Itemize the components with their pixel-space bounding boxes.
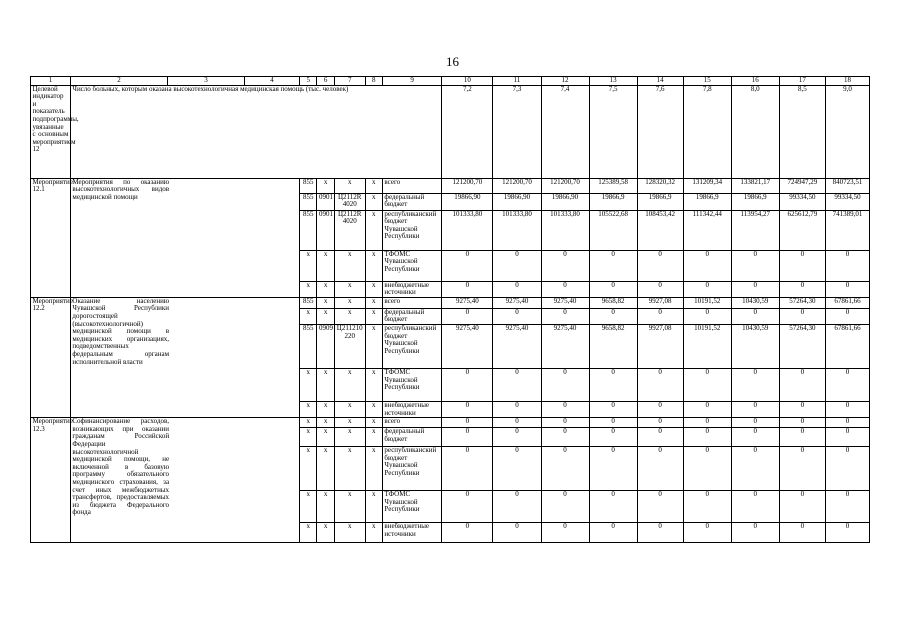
indicator-value-13: 7,5 [589, 85, 637, 178]
measure-name: Софинансирование расходов, возникающих при оказании гражданам Российской Федерации высокотехнологичной медицинской помощи, не включенной в базовую программу обязательного медицинского страхования, за счет иных межбюджетных трансфертов, предоставляемых из бюджета Федерального фонда [70, 418, 299, 543]
code-c6: х [317, 368, 334, 401]
amount-col-13: 0 [589, 281, 637, 297]
amount-col-15: 10191,52 [683, 324, 731, 368]
amount-col-16: 0 [731, 418, 779, 428]
amount-col-11: 0 [493, 428, 541, 447]
amount-col-12: 0 [541, 428, 589, 447]
amount-col-13: 105522,68 [589, 210, 637, 250]
code-c6: х [317, 250, 334, 281]
amount-col-15: 0 [683, 401, 731, 417]
amount-col-18: 741389,01 [825, 210, 869, 250]
code-c7: х [334, 368, 365, 401]
amount-col-16: 113954,27 [731, 210, 779, 250]
amount-col-12: 0 [541, 281, 589, 297]
code-c8: х [365, 250, 382, 281]
amount-col-13: 0 [589, 418, 637, 428]
code-c5: х [300, 401, 317, 417]
column-number-2: 2 [70, 77, 167, 86]
measure-3-row-1 [31, 418, 870, 428]
amount-col-10: 0 [442, 491, 493, 523]
amount-col-13: 0 [589, 428, 637, 447]
code-c8: х [365, 297, 382, 308]
measure-2-row-1 [31, 297, 870, 308]
amount-col-13: 0 [589, 491, 637, 523]
amount-col-16: 0 [731, 491, 779, 523]
amount-col-16: 19866,9 [731, 193, 779, 210]
funding-source: всего [382, 297, 441, 308]
amount-col-10: 0 [442, 447, 493, 491]
column-number-17: 17 [779, 77, 825, 86]
code-c8: х [365, 178, 382, 193]
code-c6: 0901 [317, 193, 334, 210]
code-c7: х [334, 401, 365, 417]
amount-col-15: 0 [683, 281, 731, 297]
amount-col-16: 0 [731, 368, 779, 401]
amount-col-14: 108453,42 [637, 210, 683, 250]
code-c8: х [365, 193, 382, 210]
amount-col-11: 0 [493, 401, 541, 417]
funding-source: федеральный бюджет [382, 308, 441, 324]
amount-col-18: 99334,50 [825, 193, 869, 210]
amount-col-16: 0 [731, 308, 779, 324]
indicator-value-10: 7,2 [442, 85, 493, 178]
amount-col-13: 0 [589, 401, 637, 417]
amount-col-18: 0 [825, 401, 869, 417]
indicator-value-15: 7,8 [683, 85, 731, 178]
indicator-value-16: 8,0 [731, 85, 779, 178]
funding-source: ТФОМС Чувашской Республики [382, 368, 441, 401]
amount-col-12: 0 [541, 491, 589, 523]
page-number: 16 [446, 54, 459, 69]
amount-col-11: 0 [493, 523, 541, 543]
amount-col-17: 0 [779, 281, 825, 297]
code-c8: х [365, 210, 382, 250]
amount-col-10: 0 [442, 428, 493, 447]
amount-col-14: 19866,9 [637, 193, 683, 210]
code-c7: х [334, 281, 365, 297]
code-c7: Ц211210 220 [334, 324, 365, 368]
column-number-14: 14 [637, 77, 683, 86]
code-c8: х [365, 523, 382, 543]
code-c8: х [365, 308, 382, 324]
code-c7: х [334, 297, 365, 308]
amount-col-15: 0 [683, 523, 731, 543]
column-number-header-row [31, 77, 870, 86]
code-c7: х [334, 250, 365, 281]
amount-col-17: 0 [779, 491, 825, 523]
code-c5: 855 [300, 193, 317, 210]
code-c7: х [334, 428, 365, 447]
amount-col-14: 0 [637, 447, 683, 491]
code-c5: х [300, 281, 317, 297]
column-number-7: 7 [334, 77, 365, 86]
measure-label: Мероприятие 12.1 [31, 178, 71, 297]
amount-col-10: 0 [442, 368, 493, 401]
amount-col-14: 0 [637, 523, 683, 543]
amount-col-15: 0 [683, 368, 731, 401]
code-c5: 855 [300, 324, 317, 368]
funding-source: ТФОМС Чувашской Республики [382, 250, 441, 281]
amount-col-12: 9275,40 [541, 297, 589, 308]
amount-col-13: 0 [589, 308, 637, 324]
funding-source: республиканский бюджет Чувашской Республики [382, 210, 441, 250]
funding-source: внебюджетные источники [382, 281, 441, 297]
indicator-value-11: 7,3 [493, 85, 541, 178]
amount-col-18: 0 [825, 523, 869, 543]
code-c5: х [300, 368, 317, 401]
amount-col-11: 0 [493, 418, 541, 428]
code-c7: х [334, 491, 365, 523]
measure-label: Мероприятие 12.2 [31, 297, 71, 417]
funding-source: республиканский бюджет Чувашской Республики [382, 324, 441, 368]
code-c6: х [317, 401, 334, 417]
amount-col-18: 0 [825, 250, 869, 281]
amount-col-10: 0 [442, 250, 493, 281]
code-c7: Ц2112R 4020 [334, 193, 365, 210]
code-c6: х [317, 281, 334, 297]
indicator-value-12: 7,4 [541, 85, 589, 178]
amount-col-18: 0 [825, 491, 869, 523]
measure-name: Мероприятия по оказанию высокотехнологичных видов медицинской помощи [70, 178, 299, 297]
code-c5: х [300, 428, 317, 447]
amount-col-13: 0 [589, 447, 637, 491]
funding-source: федеральный бюджет [382, 193, 441, 210]
column-number-5: 5 [300, 77, 317, 86]
code-c6: х [317, 178, 334, 193]
indicator-value-17: 8,5 [779, 85, 825, 178]
amount-col-12: 121200,70 [541, 178, 589, 193]
column-number-18: 18 [825, 77, 869, 86]
code-c6: х [317, 308, 334, 324]
funding-source: федеральный бюджет [382, 428, 441, 447]
amount-col-11: 0 [493, 368, 541, 401]
amount-col-14: 0 [637, 250, 683, 281]
amount-col-17: 0 [779, 428, 825, 447]
amount-col-15: 0 [683, 491, 731, 523]
code-c7: х [334, 308, 365, 324]
code-c8: х [365, 447, 382, 491]
amount-col-15: 131209,34 [683, 178, 731, 193]
amount-col-17: 0 [779, 418, 825, 428]
code-c7: х [334, 418, 365, 428]
code-c6: х [317, 418, 334, 428]
amount-col-11: 0 [493, 447, 541, 491]
amount-col-11: 0 [493, 281, 541, 297]
amount-col-13: 19866,9 [589, 193, 637, 210]
amount-col-13: 0 [589, 368, 637, 401]
amount-col-12: 0 [541, 250, 589, 281]
amount-col-13: 125389,58 [589, 178, 637, 193]
amount-col-12: 0 [541, 401, 589, 417]
funding-source: республиканский бюджет Чувашской Республики [382, 447, 441, 491]
amount-col-16: 0 [731, 428, 779, 447]
amount-col-14: 0 [637, 491, 683, 523]
amount-col-10: 0 [442, 418, 493, 428]
amount-col-16: 0 [731, 523, 779, 543]
amount-col-14: 0 [637, 281, 683, 297]
code-c6: 0909 [317, 324, 334, 368]
column-number-8: 8 [365, 77, 382, 86]
column-number-12: 12 [541, 77, 589, 86]
column-number-4: 4 [244, 77, 299, 86]
code-c6: х [317, 523, 334, 543]
measure-name: Оказание населению Чувашской Республики дорогостоящей (высокотехнологичной) медицинской помощи в медицинских организациях, подведомственных федеральным органам исполнительной власти [70, 297, 299, 417]
amount-col-11: 0 [493, 250, 541, 281]
amount-col-18: 840723,51 [825, 178, 869, 193]
amount-col-13: 9658,82 [589, 297, 637, 308]
code-c5: х [300, 447, 317, 491]
amount-col-18: 67861,66 [825, 297, 869, 308]
indicator-value-14: 7,6 [637, 85, 683, 178]
amount-col-15: 0 [683, 250, 731, 281]
code-c8: х [365, 281, 382, 297]
amount-col-11: 121200,70 [493, 178, 541, 193]
amount-col-11: 19866,90 [493, 193, 541, 210]
code-c6: 0901 [317, 210, 334, 250]
indicator-name: Число больных, которым оказана высокотехнологичная медицинская помощь (тыс. человек) [70, 85, 441, 178]
amount-col-17: 57264,30 [779, 297, 825, 308]
funding-source: ТФОМС Чувашской Республики [382, 491, 441, 523]
amount-col-10: 19866,90 [442, 193, 493, 210]
column-number-6: 6 [317, 77, 334, 86]
amount-col-11: 9275,40 [493, 297, 541, 308]
code-c5: х [300, 491, 317, 523]
amount-col-10: 9275,40 [442, 324, 493, 368]
indicator-value-18: 9,0 [825, 85, 869, 178]
code-c5: х [300, 250, 317, 281]
amount-col-14: 0 [637, 368, 683, 401]
amount-col-18: 0 [825, 418, 869, 428]
indicator-label: Целевой индикатор и показатель подпрограммы, увязанные с основным мероприятием 12 [31, 85, 71, 178]
column-number-16: 16 [731, 77, 779, 86]
amount-col-14: 0 [637, 418, 683, 428]
amount-col-10: 0 [442, 308, 493, 324]
amount-col-12: 19866,90 [541, 193, 589, 210]
code-c7: Ц2112R 4020 [334, 210, 365, 250]
amount-col-10: 9275,40 [442, 297, 493, 308]
code-c5: х [300, 418, 317, 428]
amount-col-10: 0 [442, 523, 493, 543]
code-c5: 855 [300, 178, 317, 193]
amount-col-11: 0 [493, 491, 541, 523]
funding-source: внебюджетные источники [382, 401, 441, 417]
amount-col-17: 0 [779, 447, 825, 491]
code-c6: х [317, 428, 334, 447]
code-c8: х [365, 324, 382, 368]
amount-col-16: 0 [731, 250, 779, 281]
amount-col-17: 724947,29 [779, 178, 825, 193]
code-c5: 855 [300, 210, 317, 250]
amount-col-12: 0 [541, 523, 589, 543]
amount-col-14: 128320,32 [637, 178, 683, 193]
code-c8: х [365, 418, 382, 428]
indicator-row [31, 85, 870, 178]
amount-col-18: 0 [825, 281, 869, 297]
column-number-3: 3 [168, 77, 245, 86]
code-c6: х [317, 447, 334, 491]
code-c5: х [300, 308, 317, 324]
funding-source: внебюджетные источники [382, 523, 441, 543]
amount-col-10: 0 [442, 401, 493, 417]
amount-col-15: 0 [683, 428, 731, 447]
amount-col-18: 0 [825, 447, 869, 491]
amount-col-12: 0 [541, 308, 589, 324]
amount-col-16: 10430,59 [731, 297, 779, 308]
amount-col-15: 10191,52 [683, 297, 731, 308]
amount-col-10: 121200,70 [442, 178, 493, 193]
amount-col-10: 101333,80 [442, 210, 493, 250]
column-number-13: 13 [589, 77, 637, 86]
amount-col-16: 0 [731, 281, 779, 297]
code-c8: х [365, 401, 382, 417]
amount-col-11: 9275,40 [493, 324, 541, 368]
code-c8: х [365, 491, 382, 523]
code-c6: х [317, 297, 334, 308]
amount-col-16: 0 [731, 447, 779, 491]
amount-col-12: 0 [541, 447, 589, 491]
budget-table [30, 76, 870, 543]
measure-label: Мероприятие 12.3 [31, 418, 71, 543]
amount-col-17: 0 [779, 308, 825, 324]
amount-col-14: 0 [637, 428, 683, 447]
code-c8: х [365, 428, 382, 447]
amount-col-14: 9927,08 [637, 324, 683, 368]
amount-col-13: 9658,82 [589, 324, 637, 368]
column-number-10: 10 [442, 77, 493, 86]
amount-col-15: 0 [683, 418, 731, 428]
amount-col-11: 0 [493, 308, 541, 324]
funding-source: всего [382, 418, 441, 428]
code-c7: х [334, 178, 365, 193]
amount-col-16: 10430,59 [731, 324, 779, 368]
amount-col-18: 0 [825, 368, 869, 401]
amount-col-18: 67861,66 [825, 324, 869, 368]
code-c7: х [334, 523, 365, 543]
amount-col-18: 0 [825, 428, 869, 447]
amount-col-11: 101333,80 [493, 210, 541, 250]
amount-col-17: 625612,79 [779, 210, 825, 250]
amount-col-16: 133821,17 [731, 178, 779, 193]
amount-col-12: 9275,40 [541, 324, 589, 368]
code-c6: х [317, 491, 334, 523]
amount-col-13: 0 [589, 523, 637, 543]
funding-source: всего [382, 178, 441, 193]
amount-col-15: 111342,44 [683, 210, 731, 250]
amount-col-14: 0 [637, 401, 683, 417]
column-number-11: 11 [493, 77, 541, 86]
amount-col-15: 0 [683, 308, 731, 324]
amount-col-17: 0 [779, 401, 825, 417]
measure-1-row-1 [31, 178, 870, 193]
amount-col-14: 9927,08 [637, 297, 683, 308]
amount-col-17: 0 [779, 250, 825, 281]
amount-col-12: 101333,80 [541, 210, 589, 250]
code-c5: х [300, 523, 317, 543]
amount-col-14: 0 [637, 308, 683, 324]
amount-col-18: 0 [825, 308, 869, 324]
code-c8: х [365, 368, 382, 401]
column-number-9: 9 [382, 77, 441, 86]
amount-col-15: 0 [683, 447, 731, 491]
amount-col-17: 99334,50 [779, 193, 825, 210]
amount-col-10: 0 [442, 281, 493, 297]
amount-col-13: 0 [589, 250, 637, 281]
code-c7: х [334, 447, 365, 491]
amount-col-17: 57264,30 [779, 324, 825, 368]
amount-col-15: 19866,9 [683, 193, 731, 210]
amount-col-12: 0 [541, 418, 589, 428]
column-number-15: 15 [683, 77, 731, 86]
code-c5: 855 [300, 297, 317, 308]
amount-col-17: 0 [779, 368, 825, 401]
amount-col-16: 0 [731, 401, 779, 417]
amount-col-17: 0 [779, 523, 825, 543]
amount-col-12: 0 [541, 368, 589, 401]
column-number-1: 1 [31, 77, 71, 86]
